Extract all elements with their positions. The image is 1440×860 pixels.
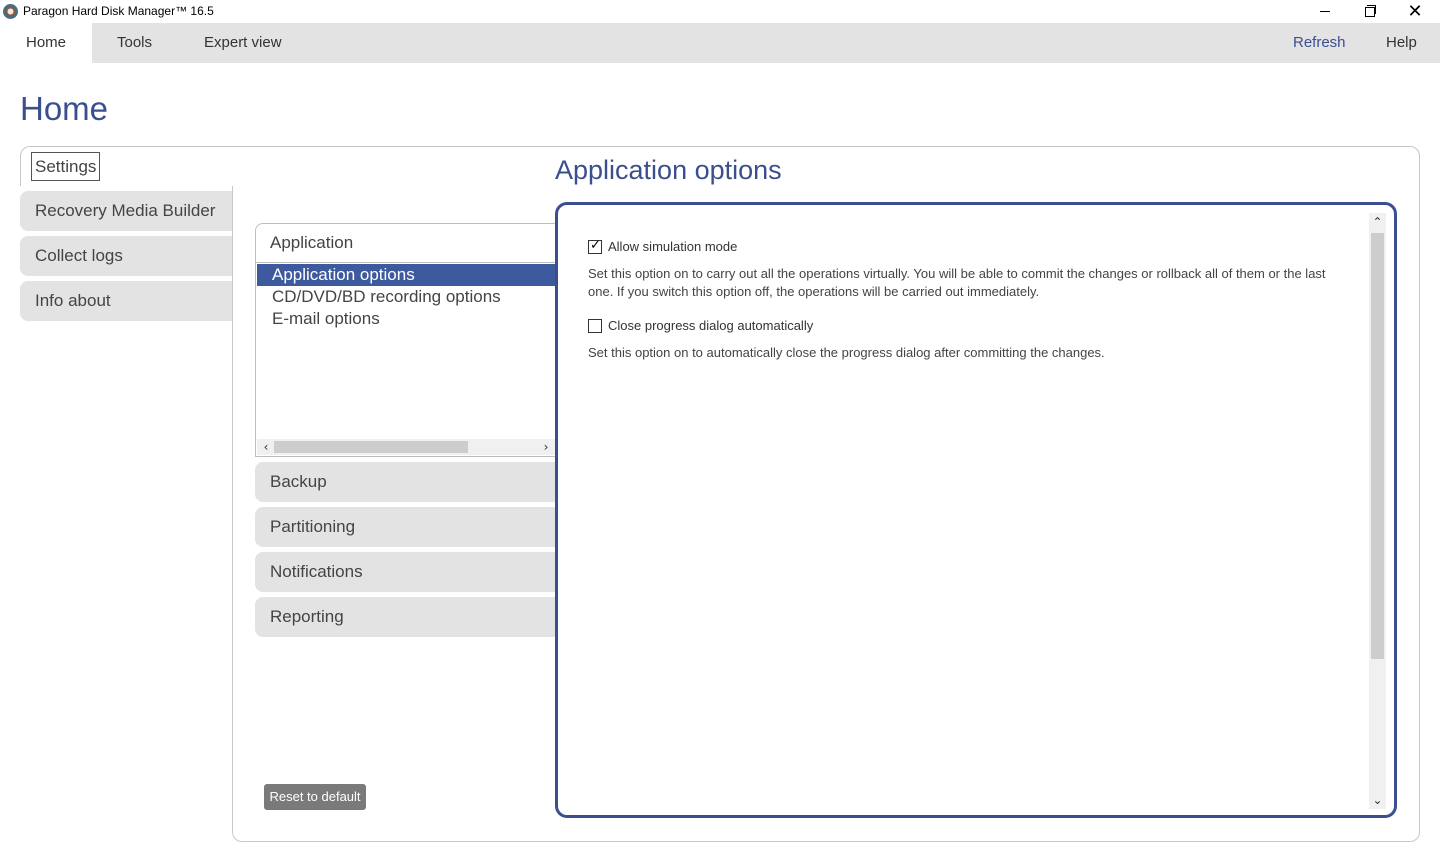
scroll-down-icon[interactable]: ⌄ <box>1372 793 1383 807</box>
category-notifications[interactable]: Notifications <box>255 552 555 592</box>
restore-button[interactable] <box>1347 0 1393 23</box>
scroll-up-icon[interactable]: ⌃ <box>1372 215 1383 229</box>
menu-bar <box>0 23 1440 63</box>
close-button[interactable] <box>1392 0 1438 23</box>
sidebar-item-recovery-media-builder[interactable]: Recovery Media Builder <box>20 191 232 231</box>
close-progress-description: Set this option on to automatically close the progress dialog after committing the changes. <box>588 345 1105 360</box>
scroll-right-icon[interactable]: › <box>543 440 549 454</box>
simulation-mode-label[interactable]: Allow simulation mode <box>608 239 738 254</box>
menu-help[interactable]: Help <box>1386 34 1417 51</box>
close-icon: ✕ <box>1407 0 1423 22</box>
refresh-link[interactable]: Refresh <box>1293 34 1346 51</box>
category-partitioning[interactable]: Partitioning <box>255 507 555 547</box>
horizontal-scrollbar[interactable] <box>257 439 555 455</box>
category-application-header[interactable]: Application <box>255 223 555 263</box>
title-bar <box>0 0 1440 23</box>
window-title: Paragon Hard Disk Manager™ 16.5 <box>23 4 214 18</box>
scroll-left-icon[interactable]: ‹ <box>263 440 269 454</box>
close-progress-checkbox[interactable] <box>588 319 602 333</box>
close-progress-label[interactable]: Close progress dialog automatically <box>608 318 814 333</box>
category-email-options[interactable]: E-mail options <box>272 309 380 328</box>
minimize-button[interactable] <box>1302 0 1348 23</box>
options-panel <box>555 202 1397 818</box>
simulation-mode-option[interactable] <box>588 239 737 254</box>
menu-tools[interactable]: Tools <box>117 34 153 51</box>
restore-icon <box>1365 7 1375 17</box>
category-list <box>255 263 555 457</box>
category-backup[interactable]: Backup <box>255 462 555 502</box>
page-title: Home <box>20 90 109 127</box>
vertical-scroll-thumb[interactable] <box>1371 233 1384 659</box>
section-title: Application options <box>555 155 782 185</box>
reset-to-default-button[interactable]: Reset to default <box>264 784 366 810</box>
close-progress-option[interactable] <box>588 318 813 333</box>
horizontal-scroll-thumb[interactable] <box>274 441 468 453</box>
sidebar-item-info-about[interactable]: Info about <box>20 281 232 321</box>
simulation-mode-checkbox[interactable] <box>588 240 602 254</box>
sidebar-item-collect-logs[interactable]: Collect logs <box>20 236 232 276</box>
category-application-options[interactable]: Application options <box>257 264 555 286</box>
vertical-scrollbar[interactable] <box>1369 213 1386 809</box>
menu-home[interactable]: Home <box>0 23 92 63</box>
app-logo-icon <box>3 4 18 19</box>
sidebar-item-settings[interactable]: Settings <box>31 152 100 181</box>
category-cd-dvd-bd-options[interactable]: CD/DVD/BD recording options <box>272 287 501 306</box>
simulation-mode-description: Set this option on to carry out all the operations virtually. You will be able to commit the changes or rollback all of them or the last one. If you switch this option off, the operations will be carried out immediately. <box>588 266 1326 299</box>
menu-expert-view[interactable]: Expert view <box>204 34 282 51</box>
category-reporting[interactable]: Reporting <box>255 597 555 637</box>
minimize-icon <box>1320 11 1330 12</box>
